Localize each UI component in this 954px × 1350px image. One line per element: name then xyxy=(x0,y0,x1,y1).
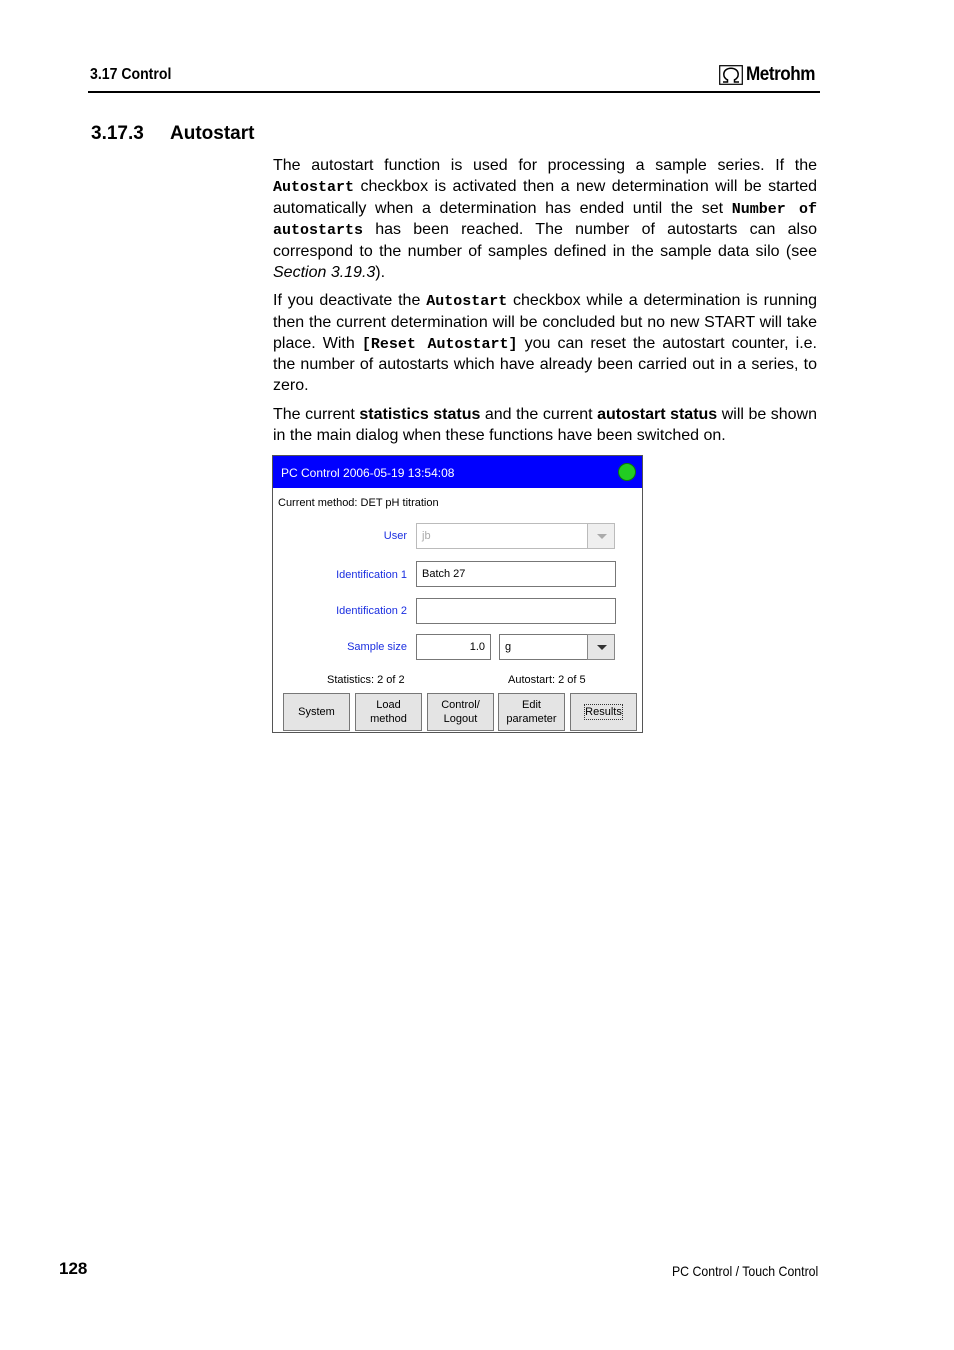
load-method-button[interactable] xyxy=(355,693,422,731)
keyword-number-of-autostarts: Number of autostarts xyxy=(273,200,818,240)
identification-1-input[interactable]: Batch 27 xyxy=(416,561,616,587)
user-label: User xyxy=(383,530,407,542)
dialog-title: PC Control 2006-05-19 13:54:08 xyxy=(281,466,455,480)
button-label-line: Load xyxy=(376,699,401,711)
autostart-status: Autostart: 2 of 5 xyxy=(508,674,586,686)
section-title: Autostart xyxy=(170,123,255,144)
button-label-line: Logout xyxy=(443,713,478,725)
button-label-line: Control/ xyxy=(441,699,480,711)
brand-logo xyxy=(719,64,823,86)
text-run: If you deactivate the xyxy=(273,292,427,309)
button-label: System xyxy=(298,706,335,718)
section-number: 3.17.3 xyxy=(91,123,144,144)
chevron-down-icon xyxy=(597,534,607,539)
button-label-line: method xyxy=(370,713,407,725)
text-run: checkbox is activated then a new determination will be started automatically when a determination has ended until the set xyxy=(273,177,817,217)
term-statistics-status: statistics status xyxy=(359,406,481,423)
sample-unit-select[interactable]: g xyxy=(499,634,588,660)
results-button[interactable] xyxy=(570,693,637,731)
term-autostart-status: autostart status xyxy=(597,406,718,423)
section-heading xyxy=(91,123,254,145)
edit-parameter-button[interactable] xyxy=(498,693,565,731)
control-logout-button[interactable] xyxy=(427,693,494,731)
text-run: has been reached. The number of autostarts can also correspond to the number of samples defined in the sample data silo (see xyxy=(273,221,817,261)
text-run: ). xyxy=(375,263,386,281)
pc-control-dialog-screenshot xyxy=(272,455,643,733)
paragraph-status-display xyxy=(273,405,817,447)
sample-unit-dropdown-button[interactable] xyxy=(587,634,615,660)
button-label: Results xyxy=(585,706,622,718)
button-label-line: Edit xyxy=(522,699,541,711)
identification-2-label: Identification 2 xyxy=(336,605,407,617)
section-reference: Section 3.19.3 xyxy=(273,263,376,281)
button-label-line: parameter xyxy=(506,713,557,725)
sample-size-input[interactable]: 1.0 xyxy=(416,634,491,660)
button-label xyxy=(506,698,556,726)
keyword-reset-autostart: [Reset Autostart] xyxy=(361,335,518,353)
status-led-icon xyxy=(618,463,636,481)
keyword-autostart: Autostart xyxy=(426,293,508,310)
keyword-autostart: Autostart xyxy=(273,178,355,196)
user-select[interactable]: jb xyxy=(416,523,588,549)
brand-name: Metrohm xyxy=(746,64,816,85)
text-run: and the current xyxy=(480,406,598,423)
paragraph-deactivate-autostart xyxy=(273,291,817,397)
identification-2-input[interactable] xyxy=(416,598,616,624)
chevron-down-icon xyxy=(597,645,607,650)
text-run: will be shown in the main dialog when these functions have been switched on. xyxy=(273,406,817,444)
current-method-text: Current method: DET pH titration xyxy=(278,497,439,509)
button-label xyxy=(370,698,407,726)
user-dropdown-button[interactable] xyxy=(587,523,615,549)
identification-1-label: Identification 1 xyxy=(336,569,407,581)
running-header-section: 3.17 Control xyxy=(90,66,172,83)
button-label xyxy=(441,698,480,726)
statistics-status: Statistics: 2 of 2 xyxy=(327,674,405,686)
metrohm-omega-icon xyxy=(719,65,743,85)
paragraph-autostart-function xyxy=(273,156,817,284)
dialog-titlebar xyxy=(273,456,642,488)
text-run: The current xyxy=(273,406,360,423)
footer-product-name: PC Control / Touch Control xyxy=(671,1263,818,1279)
text-run: checkbox while a determination is running then the current determination will be concluded but no new START will take place. With xyxy=(273,292,817,352)
page-number: 128 xyxy=(59,1259,88,1278)
header-rule xyxy=(88,91,820,93)
sample-size-label: Sample size xyxy=(347,641,407,653)
system-button[interactable] xyxy=(283,693,350,731)
text-run: The autostart function is used for processing a sample series. If the xyxy=(273,157,817,174)
text-run: you can reset the autostart counter, i.e. the number of autostarts which have already been carried out in a series, to zero. xyxy=(273,334,817,395)
